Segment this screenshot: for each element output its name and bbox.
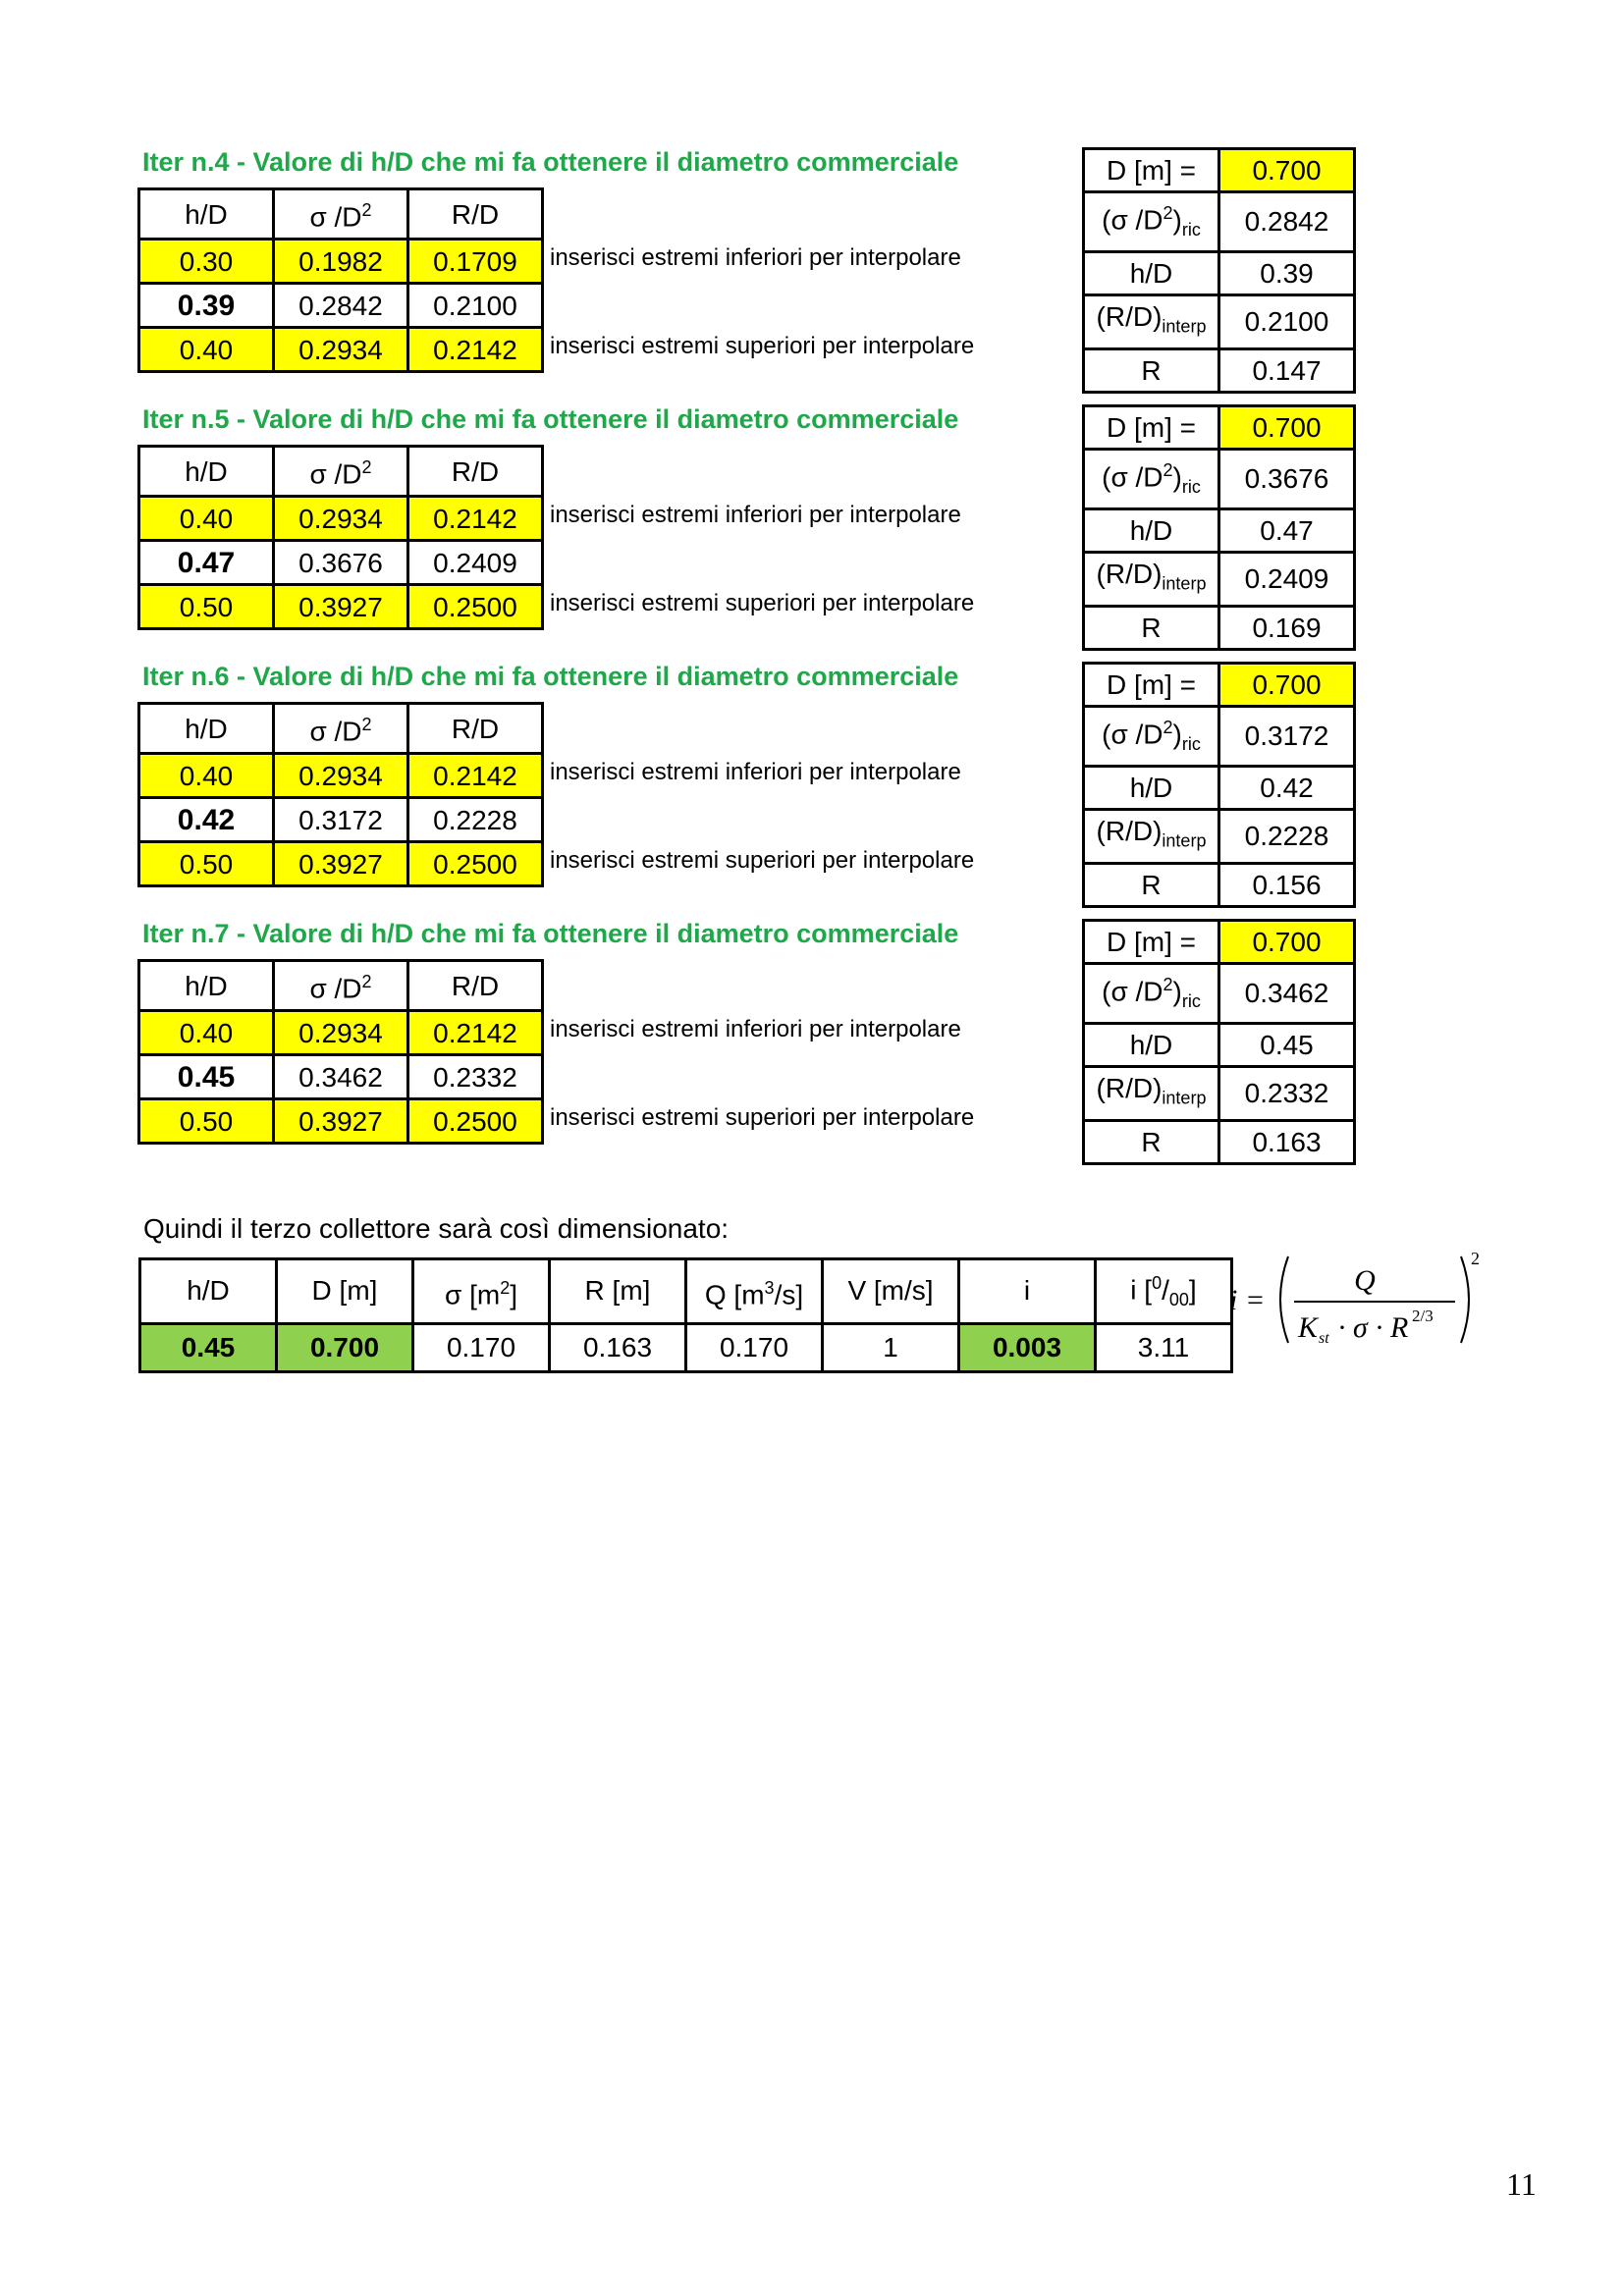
mid-rd: 0.2332: [408, 1055, 543, 1099]
interp-label: $(R/D)_{interp}$: [1084, 552, 1219, 606]
header-rd: R/D: [408, 447, 543, 497]
hd-value: 0.45: [1219, 1023, 1355, 1066]
ric-value: 0.3462: [1219, 964, 1355, 1024]
low-hd[interactable]: 0.30: [139, 240, 274, 284]
high-hd[interactable]: 0.50: [139, 842, 274, 886]
interp-table: [137, 187, 544, 373]
low-sigma[interactable]: 0.2934: [274, 754, 408, 798]
low-rd[interactable]: 0.1709: [408, 240, 543, 284]
result-table: [1082, 662, 1356, 908]
r-label: R: [1084, 1120, 1219, 1163]
r-value: 0.163: [1219, 1120, 1355, 1163]
svg-text:K: K: [1298, 1311, 1319, 1344]
mid-sigma: 0.3676: [274, 541, 408, 585]
note-high: inserisci estremi superiori per interpolare: [550, 333, 975, 359]
svg-text:2/3: 2/3: [1412, 1307, 1434, 1325]
interp-label: $(R/D)_{interp}$: [1084, 294, 1219, 348]
header-d: D [m]: [277, 1259, 413, 1324]
header-sigma-d2: σ $/D^2$: [274, 447, 408, 497]
mid-hd: 0.47: [139, 541, 274, 585]
interp-table: [137, 959, 544, 1145]
header-sigma-d2: σ $/D^2$: [274, 704, 408, 754]
note-low: inserisci estremi inferiori per interpolare: [550, 1016, 961, 1042]
mid-sigma: 0.3172: [274, 798, 408, 842]
high-hd[interactable]: 0.50: [139, 585, 274, 629]
d-value[interactable]: 0.700: [1219, 406, 1355, 450]
header-hd: h/D: [139, 961, 274, 1011]
d-label: D [m] =: [1084, 406, 1219, 450]
d-label: D [m] =: [1084, 664, 1219, 707]
high-sigma[interactable]: 0.2934: [274, 328, 408, 372]
hd-value: 0.42: [1219, 766, 1355, 809]
low-rd[interactable]: 0.2142: [408, 754, 543, 798]
interp-label: $(R/D)_{interp}$: [1084, 809, 1219, 863]
high-rd[interactable]: 0.2500: [408, 842, 543, 886]
ric-value: 0.3172: [1219, 707, 1355, 767]
d-value[interactable]: 0.700: [1219, 149, 1355, 192]
iter-title: Iter n.7 - Valore di h/D che mi fa ottenere il diametro commerciale: [142, 919, 959, 948]
ric-label: (σ $/D^2)_{ric}$: [1084, 192, 1219, 252]
r-value: 0.169: [1219, 606, 1355, 649]
r-value: 0.156: [1219, 863, 1355, 906]
hd-label: h/D: [1084, 1023, 1219, 1066]
mid-sigma: 0.2842: [274, 284, 408, 328]
hd-label: h/D: [1084, 508, 1219, 552]
high-rd[interactable]: 0.2500: [408, 1099, 543, 1144]
header-rd: R/D: [408, 961, 543, 1011]
slope-formula: [1227, 1245, 1485, 1355]
summary-q: 0.170: [686, 1323, 823, 1371]
mid-hd: 0.39: [139, 284, 274, 328]
hd-value: 0.39: [1219, 251, 1355, 294]
summary-table: [138, 1257, 1233, 1373]
header-v: V [m/s]: [823, 1259, 959, 1324]
header-i: i: [959, 1259, 1096, 1324]
high-rd[interactable]: 0.2500: [408, 585, 543, 629]
high-hd[interactable]: 0.50: [139, 1099, 274, 1144]
interp-label: $(R/D)_{interp}$: [1084, 1066, 1219, 1120]
header-sigma-d2: σ $/D^2$: [274, 189, 408, 240]
page-number: 11: [1506, 2166, 1537, 2202]
iter-title: Iter n.6 - Valore di h/D che mi fa ottenere il diametro commerciale: [142, 662, 959, 691]
low-rd[interactable]: 0.2142: [408, 1011, 543, 1055]
ric-label: (σ $/D^2)_{ric}$: [1084, 707, 1219, 767]
svg-text:σ: σ: [1353, 1311, 1368, 1344]
interp-value: 0.2409: [1219, 552, 1355, 606]
low-sigma[interactable]: 0.1982: [274, 240, 408, 284]
interp-value: 0.2228: [1219, 809, 1355, 863]
summary-i: 0.003: [959, 1323, 1096, 1371]
svg-text:st: st: [1319, 1330, 1329, 1347]
svg-text:R: R: [1390, 1311, 1409, 1344]
summary-i-permille: 3.11: [1096, 1323, 1232, 1371]
result-table: [1082, 404, 1356, 651]
high-sigma[interactable]: 0.3927: [274, 1099, 408, 1144]
d-label: D [m] =: [1084, 921, 1219, 964]
high-sigma[interactable]: 0.3927: [274, 585, 408, 629]
svg-text:i: i: [1229, 1284, 1238, 1316]
header-hd: h/D: [139, 447, 274, 497]
interp-value: 0.2332: [1219, 1066, 1355, 1120]
r-label: R: [1084, 348, 1219, 392]
mid-hd: 0.42: [139, 798, 274, 842]
header-rd: R/D: [408, 189, 543, 240]
header-i-permille: i $[^0/_{00}]$: [1096, 1259, 1232, 1324]
r-label: R: [1084, 606, 1219, 649]
d-value[interactable]: 0.700: [1219, 664, 1355, 707]
summary-r: 0.163: [550, 1323, 686, 1371]
r-value: 0.147: [1219, 348, 1355, 392]
low-hd[interactable]: 0.40: [139, 497, 274, 541]
header-q: Q $[m^3/s]$: [686, 1259, 823, 1324]
note-high: inserisci estremi superiori per interpolare: [550, 847, 975, 874]
low-sigma[interactable]: 0.2934: [274, 497, 408, 541]
svg-text:=: =: [1247, 1284, 1264, 1316]
low-rd[interactable]: 0.2142: [408, 497, 543, 541]
mid-sigma: 0.3462: [274, 1055, 408, 1099]
ric-value: 0.2842: [1219, 192, 1355, 252]
svg-text:2: 2: [1471, 1249, 1480, 1268]
header-hd: h/D: [140, 1259, 277, 1324]
interp-table: [137, 702, 544, 887]
r-label: R: [1084, 863, 1219, 906]
header-hd: h/D: [139, 704, 274, 754]
hd-value: 0.47: [1219, 508, 1355, 552]
ric-label: (σ $/D^2)_{ric}$: [1084, 964, 1219, 1024]
low-sigma[interactable]: 0.2934: [274, 1011, 408, 1055]
result-table: [1082, 919, 1356, 1165]
low-hd[interactable]: 0.40: [139, 1011, 274, 1055]
summary-title: Quindi il terzo collettore sarà così dimensionato:: [143, 1213, 730, 1244]
mid-rd: 0.2409: [408, 541, 543, 585]
note-low: inserisci estremi inferiori per interpolare: [550, 759, 961, 785]
mid-hd: 0.45: [139, 1055, 274, 1099]
hd-label: h/D: [1084, 766, 1219, 809]
note-high: inserisci estremi superiori per interpolare: [550, 590, 975, 616]
mid-rd: 0.2228: [408, 798, 543, 842]
note-high: inserisci estremi superiori per interpolare: [550, 1104, 975, 1131]
mid-rd: 0.2100: [408, 284, 543, 328]
high-rd[interactable]: 0.2142: [408, 328, 543, 372]
result-table: [1082, 147, 1356, 394]
interp-value: 0.2100: [1219, 294, 1355, 348]
header-hd: h/D: [139, 189, 274, 240]
interp-table: [137, 445, 544, 630]
d-value[interactable]: 0.700: [1219, 921, 1355, 964]
svg-text:·: ·: [1375, 1311, 1384, 1344]
ric-label: (σ $/D^2)_{ric}$: [1084, 450, 1219, 509]
iter-title: Iter n.4 - Valore di h/D che mi fa ottenere il diametro commerciale: [142, 147, 959, 177]
note-low: inserisci estremi inferiori per interpolare: [550, 502, 961, 528]
high-hd[interactable]: 0.40: [139, 328, 274, 372]
note-low: inserisci estremi inferiori per interpolare: [550, 244, 961, 271]
iter-title: Iter n.5 - Valore di h/D che mi fa ottenere il diametro commerciale: [142, 404, 959, 434]
high-sigma[interactable]: 0.3927: [274, 842, 408, 886]
hd-label: h/D: [1084, 251, 1219, 294]
header-r: R [m]: [550, 1259, 686, 1324]
summary-v: 1: [823, 1323, 959, 1371]
summary-d: 0.700: [277, 1323, 413, 1371]
ric-value: 0.3676: [1219, 450, 1355, 509]
summary-sigma: 0.170: [413, 1323, 550, 1371]
svg-text:·: ·: [1337, 1311, 1347, 1344]
d-label: D [m] =: [1084, 149, 1219, 192]
summary-hd: 0.45: [140, 1323, 277, 1371]
header-rd: R/D: [408, 704, 543, 754]
low-hd[interactable]: 0.40: [139, 754, 274, 798]
header-sigma-d2: σ $/D^2$: [274, 961, 408, 1011]
svg-text:Q: Q: [1354, 1264, 1376, 1297]
header-sigma: σ $[m^2]$: [413, 1259, 550, 1324]
